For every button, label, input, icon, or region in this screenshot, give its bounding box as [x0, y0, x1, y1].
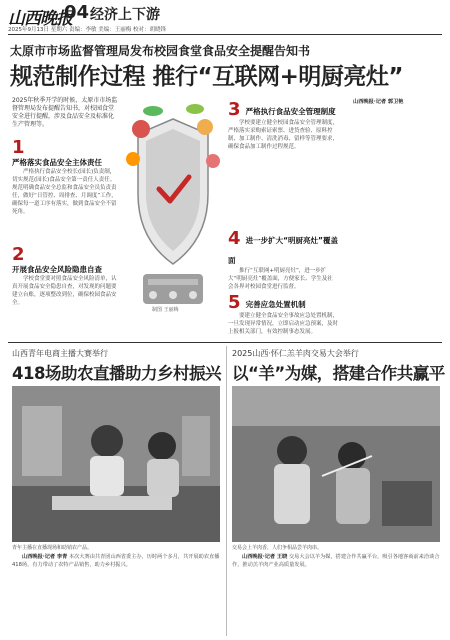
- food-safety-illustration: [123, 99, 223, 319]
- top-story-kicker: 太原市市场监督管理局发布校园食堂食品安全提醒告知书: [10, 44, 311, 58]
- bottom-left-kicker: 山西青年电商主播大赛举行: [12, 349, 108, 358]
- section-2-body: 学校食堂要对照食品安全风险清单，认真开展食品安全隐患自查，对发现的问题要建立台账，逐项整改到位，确保校园食品安全。: [12, 275, 117, 306]
- section-5-number: 5: [228, 291, 241, 313]
- section-5-body: 要建立健全食品安全事故应急处置机制，一旦发现异常情况，立即启动应急预案，及时上报相关部门，有效控制事态发展。: [228, 312, 339, 335]
- section-4-body: 推行“互联网+明厨亮灶”，进一步扩大“明厨亮灶”覆盖面，方便家长、学生及社会各界对校园食堂进行监督。: [228, 267, 333, 290]
- page-number: 04: [64, 2, 90, 23]
- section-4-title: 进一步扩大“明厨亮灶”覆盖面: [228, 236, 338, 265]
- section-4: [228, 228, 338, 291]
- dateline: 2025年9月13日 星期六 责编：李敏 美编：王丽梅 校对：胡晓锋: [8, 27, 166, 33]
- section-divider: [8, 342, 442, 343]
- bottom-right-photo-caption: 交易会上羊肉香，人们争相品尝羊肉串。: [232, 545, 323, 551]
- masthead-logo: 山西晚报: [8, 9, 72, 29]
- lamb-fair-photo: [232, 386, 440, 542]
- bottom-right-body: [232, 554, 440, 569]
- section-2-number: 2: [12, 243, 25, 265]
- top-story-headline: 规范制作过程 推行“互联网+明厨亮灶”: [10, 64, 404, 90]
- section-1-title: 严格落实食品安全主体责任: [12, 157, 102, 167]
- bottom-left-body: [12, 554, 220, 569]
- section-3-number: 3: [228, 98, 241, 120]
- bottom-left-headline: 418场助农直播助力乡村振兴: [12, 364, 221, 383]
- top-story-continuation: [343, 99, 443, 107]
- section-title: 经济上下游: [90, 7, 160, 23]
- section-1-number: 1: [12, 136, 25, 158]
- section-4-number: 4: [228, 227, 241, 249]
- section-1: [12, 137, 120, 216]
- section-2: [12, 244, 120, 307]
- section-1-body: 严格执行食品安全校长(园长)负责制，切实规范(园长)食品安全第一责任人责任。规范明确食品安全总监和食品安全员负责责任，做好“日管控、周排查、月调度”工作，确保每一道工序有落实，做到食品安全不留死角。: [12, 168, 117, 215]
- section-2-title: 开展食品安全风险隐患自查: [12, 264, 102, 274]
- masthead: [0, 0, 450, 36]
- bottom-left-photo-caption: 青年主播在直播现场和助销农产品。: [12, 545, 93, 551]
- top-story-byline: 山西晚报·记者 郭卫艳: [353, 99, 404, 105]
- section-5-title: 完善应急处置机制: [245, 300, 306, 309]
- bottom-right-byline: 山西晚报·记者 王晓: [242, 554, 288, 560]
- column-divider: [226, 346, 227, 636]
- bottom-left-body-text: 本次大赛由共青团山西省委主办，历时两个多月，共开展助农直播418场，有力带动了农特产品销售，助力乡村振兴。: [12, 554, 220, 568]
- section-3-body: 学校要建立健全校园食品安全管理制度，严格落实采购索证索票、进货查验、原料控制、加工制作、清洗消毒、留样等管理要求，确保食品加工制作过程规范。: [228, 119, 339, 150]
- illustration-caption: 制图 王丽梅: [152, 307, 179, 313]
- section-3: [228, 99, 338, 151]
- top-story-lede: 2025年秋季开学的时候，太原市市场监督管理局发布提醒告知书，对校园食堂安全进行提醒，涉及食品安全及标准化生产管理等。: [12, 97, 118, 128]
- masthead-rule: [8, 34, 442, 35]
- bottom-right-kicker: 2025山西·怀仁羔羊肉交易大会举行: [232, 349, 359, 358]
- bottom-right-headline: 以“羊”为媒，搭建合作共赢平: [232, 364, 445, 383]
- bottom-left-byline: 山西晚报·记者 李青: [22, 554, 68, 560]
- section-3-title: 严格执行食品安全管理制度: [245, 107, 336, 116]
- bottom-right-body-text: 交易大会以羊为媒，搭建合作共赢平台，吸引各地客商前来洽谈合作，推动羔羊肉产业高质量发展。: [232, 554, 440, 568]
- livestream-photo: [12, 386, 220, 542]
- section-5: [228, 292, 338, 336]
